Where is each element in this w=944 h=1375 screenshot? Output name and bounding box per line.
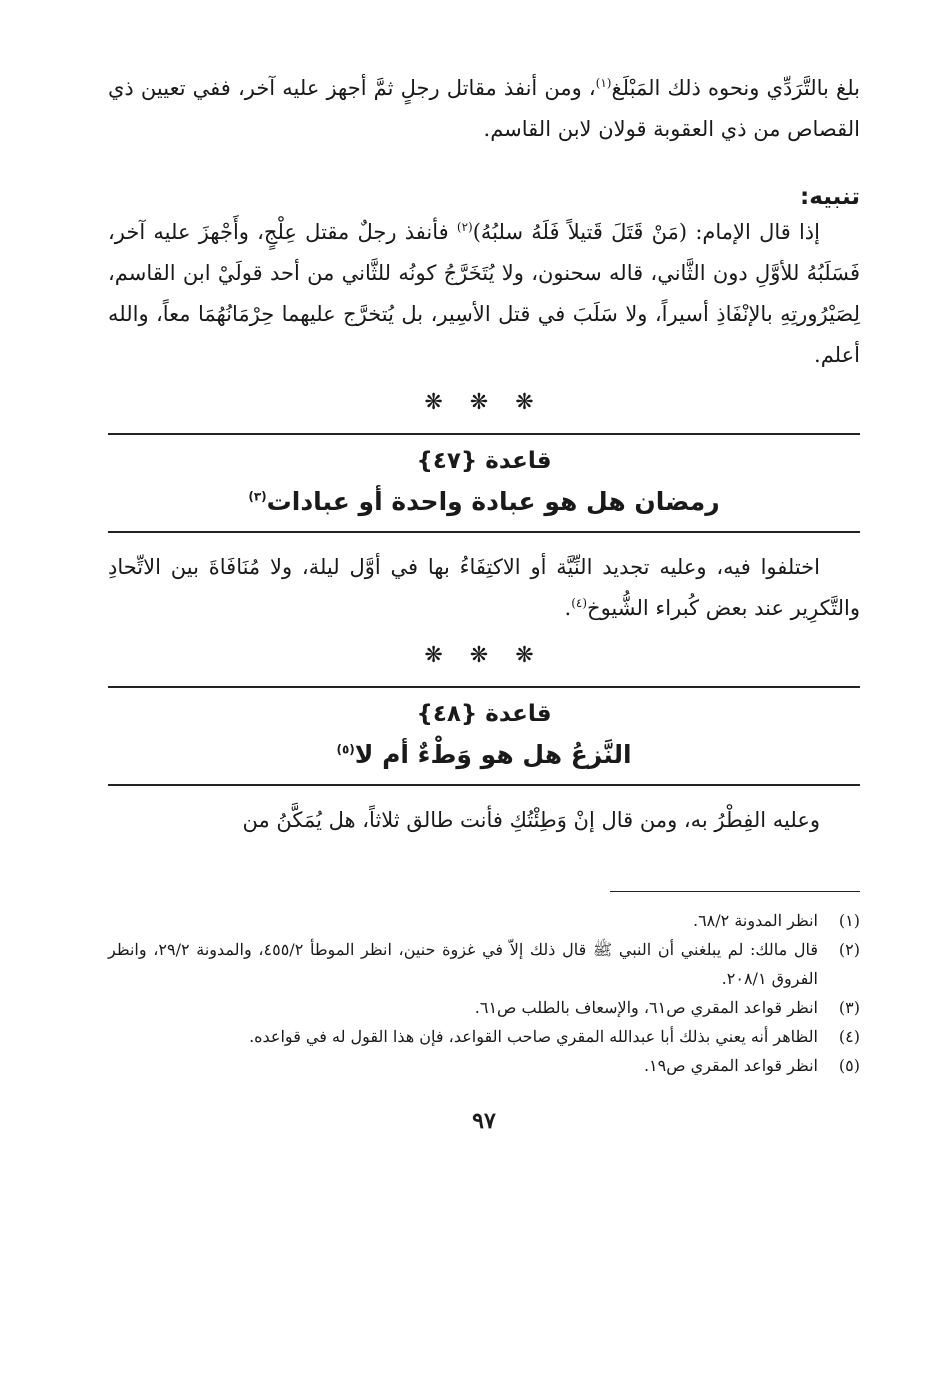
tanbih-paragraph [108, 212, 860, 376]
rule-48-body: وعليه الفِطْرُ به، ومن قال إنْ وَطِئْتُكِ فأنت طالق ثلاثاً، هل يُمَكَّنُ من [242, 808, 820, 832]
rule-48-title [108, 734, 860, 776]
footnote-text: انظر المدونة ٦٨/٢. [692, 911, 818, 930]
footnote-number: (٤) [838, 1027, 860, 1046]
rule-48-title-text: النَّزعُ هل هو وَطْءٌ أم لا [354, 740, 632, 769]
footnote-item [108, 935, 860, 993]
rule-47-body-end: . [564, 596, 572, 620]
rule-47-title [108, 481, 860, 523]
footnote-ref-2: (٢) [456, 220, 473, 234]
top-text-1: بلغ بالتَّرَدِّي ونحوه ذلك المَبْلَغ [611, 76, 860, 100]
top-paragraph [108, 68, 860, 150]
top-text-2: ، ومن أنفذ مقاتل رجلٍ ثمَّ أجهز عليه آخر، ففي تعيين ذي القصاص من ذي العقوبة قولان لابن القاسم. [108, 76, 860, 141]
rule-48-header [108, 686, 860, 786]
footnote-number: (٥) [838, 1056, 860, 1075]
footnote-ref-5: (٥) [336, 742, 355, 757]
rule-47-body-text: اختلفوا فيه، وعليه تجديد النِّيَّة أو الاكتِفَاءُ بها في أوَّل ليلة، ولا مُنَافَاةَ بين الاتِّحادِ والتَّكرِير عند بعض كُبراء الشُّيوخ [108, 555, 860, 620]
footnote-ref-3: (٣) [248, 489, 267, 504]
footnote-item [108, 1022, 860, 1051]
footnotes [108, 906, 860, 1080]
rule-48-number: قاعدة {٤٨} [416, 701, 552, 727]
footnote-text: الظاهر أنه يعني بذلك أبا عبدالله المقري صاحب القواعد، فإن هذا القول له في قواعده. [249, 1027, 818, 1046]
footnote-number: (٣) [838, 998, 860, 1017]
rule-47-title-text: رمضان هل هو عبادة واحدة أو عبادات [266, 487, 720, 516]
book-page [108, 68, 860, 1134]
rule-47-body [108, 547, 860, 629]
tanbih-text-1: إذا قال الإمام: (مَنْ قَتَلَ قَتيلاً فَلَهُ سلبُهُ) [472, 220, 820, 244]
footnote-ref-4: (٤) [571, 596, 588, 610]
footnote-item [108, 906, 860, 935]
footnote-item [108, 1051, 860, 1080]
rule-47-header [108, 433, 860, 533]
footnote-number: (١) [838, 911, 860, 930]
section-separator: ❋ ❋ ❋ [424, 390, 544, 415]
footnote-text: انظر قواعد المقري ص١٩. [643, 1056, 818, 1075]
rule-47-number: قاعدة {٤٧} [416, 448, 552, 474]
footnote-ref-1: (١) [595, 76, 612, 90]
tanbih-text-2: فأنفذ رجلٌ مقتل عِلْجٍ، وأَجْهزَ عليه آخر، فَسَلَبُهُ للأوَّلِ دون الثَّاني، قاله سحنون، ولا يُتَخَرَّجُ كونُه للثَّاني من أحد قولَيْ ابن القاسم، لِصَيْرُورتِهِ بالإنْفَاذِ أسيراً، ولا سَلَبَ في قتل الأسِير، بل يُتخرَّج عليهما حِرْمَانُهُمَا معاً، والله أعلم. [108, 220, 860, 367]
section-separator-2: ❋ ❋ ❋ [424, 643, 544, 668]
footnote-divider [610, 891, 860, 892]
footnote-item [108, 993, 860, 1022]
footnote-number: (٢) [838, 940, 860, 959]
tanbih-heading: تنبيه: [800, 184, 860, 210]
footnote-text: انظر قواعد المقري ص٦١، والإسعاف بالطلب ص٦١. [474, 998, 818, 1017]
footnote-text: قال مالك: لم يبلغني أن النبي ﷺ قال ذلك إلاّ في غزوة حنين، انظر الموطأ ٤٥٥/٢، والمدونة ٢٩/٢، وانظر الفروق ٢٠٨/١. [108, 940, 818, 988]
page-number: ٩٧ [472, 1108, 496, 1134]
